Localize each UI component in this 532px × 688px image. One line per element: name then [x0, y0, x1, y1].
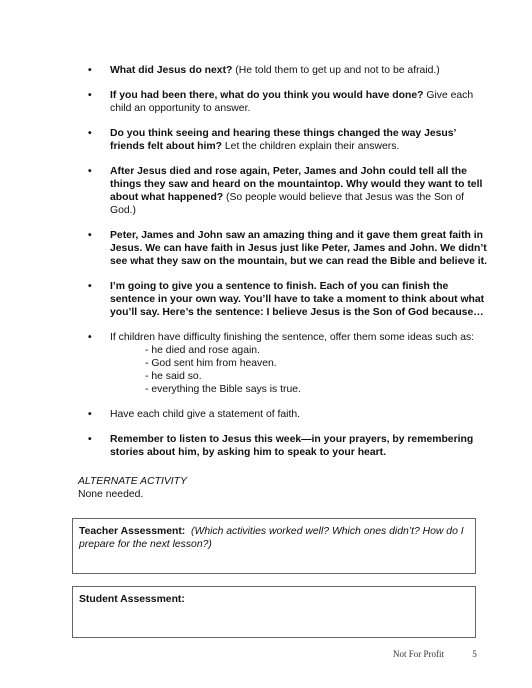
list-item: [88, 165, 488, 217]
question-text: If you had been there, what do you think you would have done?: [110, 90, 424, 101]
idea-item: - everything the Bible says is true.: [145, 384, 301, 395]
bullet: •: [88, 230, 92, 241]
answer-text: Let the children explain their answers.: [222, 141, 400, 152]
bullet: •: [88, 128, 92, 139]
statement-text: Remember to listen to Jesus this week—in your prayers, by remembering stories about him, by asking him to speak to your heart.: [110, 434, 474, 458]
page-footer: [393, 648, 477, 661]
list-item: [88, 280, 488, 319]
discussion-list: [88, 64, 488, 471]
idea-item: - God sent him from heaven.: [145, 358, 277, 369]
instruction-text: If children have difficulty finishing the sentence, offer them some ideas such as:: [110, 332, 475, 343]
idea-item: - he died and rose again.: [145, 345, 260, 356]
bullet: •: [88, 434, 92, 445]
bullet: •: [88, 332, 92, 343]
bullet: •: [88, 166, 92, 177]
statement-text: I’m going to give you a sentence to finish. Each of you can finish the sentence in your own way. You’ll have to take a moment to think about what you’ll say. Here’s the sentence: I believe Jesus is the Son of God because…: [110, 281, 485, 318]
alternate-text: None needed.: [78, 489, 144, 500]
question-text: What did Jesus do next?: [110, 65, 233, 76]
alternate-heading: ALTERNATE ACTIVITY: [78, 476, 187, 487]
ideas-list: [110, 344, 488, 396]
teacher-assessment-hint: (Which activities worked well? Which ones didn’t? How do I prepare for the next lesson?): [79, 526, 464, 550]
answer-text: Give each child an opportunity to answer.: [110, 90, 474, 114]
question-text: Do you think seeing and hearing these things changed the way Jesus’ friends felt about him?: [110, 128, 456, 152]
bullet: •: [88, 409, 92, 420]
list-item: [88, 408, 488, 421]
footer-text: Not For Profit: [393, 649, 445, 659]
student-assessment-label: Student Assessment:: [79, 594, 185, 605]
list-item: [88, 64, 488, 77]
teacher-assessment-box: [72, 518, 476, 574]
alternate-activity: [78, 475, 187, 501]
list-item: [88, 331, 488, 396]
teacher-assessment-label: Teacher Assessment:: [79, 526, 186, 537]
instruction-text: Have each child give a statement of faith.: [110, 409, 301, 420]
list-item: [88, 433, 488, 459]
question-text: After Jesus died and rose again, Peter, James and John could tell all the things they saw and heard on the mountaintop. Why would they want to tell about what happened?: [110, 166, 483, 203]
bullet: •: [88, 281, 92, 292]
student-assessment-box: [72, 586, 476, 638]
bullet: •: [88, 65, 92, 76]
list-item: [88, 229, 488, 268]
list-item: [88, 89, 488, 115]
answer-text: (He told them to get up and not to be afraid.): [232, 65, 440, 76]
answer-text: (So people would believe that Jesus was the Son of God.): [110, 192, 465, 216]
page-number: 5: [472, 649, 477, 659]
statement-text: Peter, James and John saw an amazing thing and it gave them great faith in Jesus. We can have faith in Jesus just like Peter, James and John. We didn’t see what they saw on the mountain, but we can read the Bible and believe it.: [110, 230, 488, 267]
idea-item: - he said so.: [145, 371, 202, 382]
bullet: •: [88, 90, 92, 101]
list-item: [88, 127, 488, 153]
